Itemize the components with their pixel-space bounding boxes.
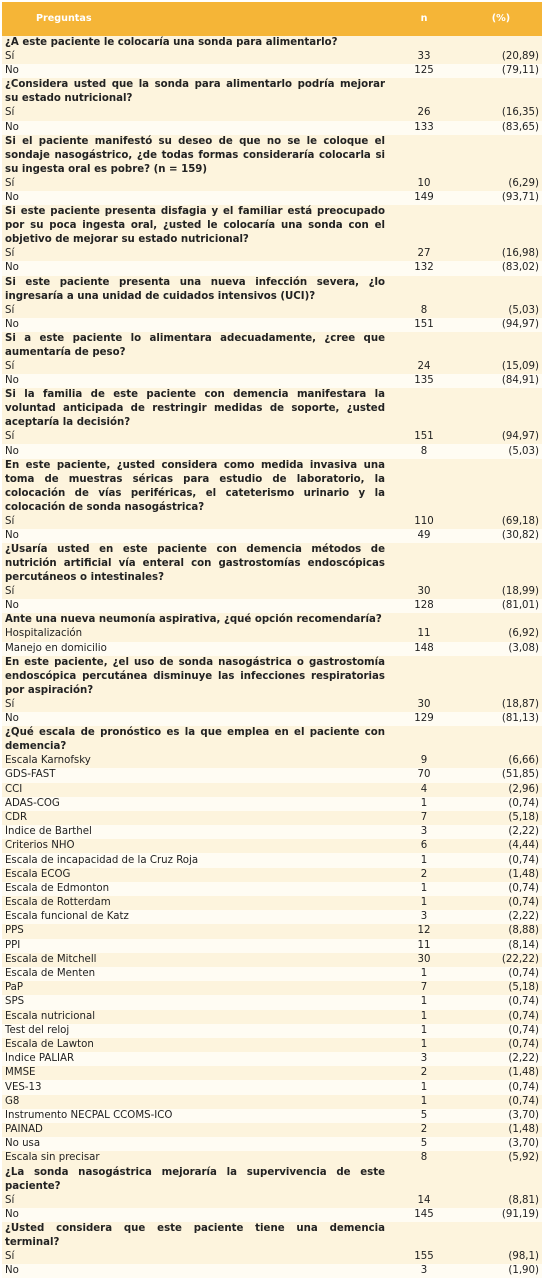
answer-percent: (81,13) [460,712,542,726]
answer-row [2,50,542,64]
answer-percent: (5,03) [460,304,542,318]
answer-row [2,839,542,853]
answer-count: 3 [388,1052,460,1066]
answer-label: No [2,374,388,388]
answer-count: 30 [388,953,460,967]
answer-label: Escala ECOG [2,868,388,882]
answer-label: No [2,191,388,205]
table-body [2,36,542,1278]
question-text: ¿Usaría usted en este paciente con demencia métodos de nutrición artificial vía enteral con gastrostomías endoscópicas percutáneos o intestinales? [2,543,388,585]
answer-row [2,754,542,768]
question-text: Ante una nueva neumonía aspirativa, ¿qué opción recomendaría? [2,613,388,627]
answer-percent: (2,22) [460,825,542,839]
question-empty-cell [460,656,542,698]
answer-percent: (5,92) [460,1151,542,1165]
answer-count: 151 [388,430,460,444]
answer-count: 149 [388,191,460,205]
question-empty-cell [388,543,460,585]
answer-percent: (84,91) [460,374,542,388]
answer-label: Escala funcional de Katz [2,910,388,924]
answer-count: 5 [388,1109,460,1123]
answer-row [2,515,542,529]
answer-row [2,1109,542,1123]
answer-percent: (18,87) [460,698,542,712]
question-empty-cell [388,726,460,754]
answer-percent: (5,03) [460,444,542,458]
question-row [2,388,542,430]
answer-percent: (22,22) [460,953,542,967]
answer-label: Escala de Menten [2,967,388,981]
answer-count: 1 [388,1038,460,1052]
answer-row [2,247,542,261]
question-empty-cell [460,726,542,754]
answer-percent: (91,19) [460,1208,542,1222]
question-row [2,332,542,360]
answer-label: Escala nutricional [2,1010,388,1024]
answer-count: 148 [388,642,460,656]
answer-row [2,910,542,924]
answer-percent: (6,66) [460,754,542,768]
answer-label: Escala Karnofsky [2,754,388,768]
answer-row [2,853,542,867]
question-row [2,78,542,106]
answer-percent: (20,89) [460,50,542,64]
question-empty-cell [388,36,460,50]
answer-count: 1 [388,1010,460,1024]
question-row [2,613,542,627]
answer-row [2,529,542,543]
answer-label: Instrumento NECPAL CCOMS-ICO [2,1109,388,1123]
answer-percent: (81,01) [460,599,542,613]
header-pct: (%) [460,2,542,36]
answer-percent: (8,81) [460,1194,542,1208]
answer-row [2,177,542,191]
answer-count: 1 [388,1080,460,1094]
header-preguntas: Preguntas [2,2,388,36]
question-text: ¿La sonda nasogástrica mejoraría la supervivencia de este paciente? [2,1166,388,1194]
answer-label: MMSE [2,1066,388,1080]
answer-label: Sí [2,698,388,712]
answer-row [2,121,542,135]
question-empty-cell [460,205,542,247]
question-empty-cell [388,1222,460,1250]
answer-count: 33 [388,50,460,64]
question-empty-cell [388,613,460,627]
answer-count: 110 [388,515,460,529]
answer-percent: (94,97) [460,318,542,332]
answer-count: 129 [388,712,460,726]
answer-label: Sí [2,304,388,318]
answer-label: No [2,529,388,543]
answer-label: No [2,64,388,78]
answer-percent: (83,65) [460,121,542,135]
answer-count: 5 [388,1137,460,1151]
answer-row [2,374,542,388]
answer-row [2,981,542,995]
answer-label: Manejo en domicilio [2,642,388,656]
answer-percent: (2,22) [460,1052,542,1066]
answer-label: PAINAD [2,1123,388,1137]
answer-row [2,1194,542,1208]
answer-row [2,627,542,641]
answer-row [2,261,542,275]
question-row [2,205,542,247]
answer-percent: (5,18) [460,811,542,825]
question-empty-cell [388,1166,460,1194]
answer-count: 14 [388,1194,460,1208]
question-row [2,1166,542,1194]
answer-percent: (8,14) [460,939,542,953]
answer-row [2,1264,542,1278]
question-text: Si la familia de este paciente con demencia manifestara la voluntad anticipada de restringir medidas de soporte, ¿usted aceptaría la decisión? [2,388,388,430]
question-row [2,135,542,177]
question-row [2,36,542,50]
answer-count: 2 [388,1066,460,1080]
answer-percent: (93,71) [460,191,542,205]
answer-count: 7 [388,811,460,825]
answer-row [2,896,542,910]
answer-count: 7 [388,981,460,995]
answer-percent: (0,74) [460,882,542,896]
answer-percent: (0,74) [460,995,542,1009]
answer-row [2,444,542,458]
answer-label: Test del reloj [2,1024,388,1038]
answer-label: Sí [2,360,388,374]
answer-percent: (16,35) [460,106,542,120]
answer-label: Escala de incapacidad de la Cruz Roja [2,853,388,867]
answer-label: G8 [2,1095,388,1109]
question-text: En este paciente, ¿usted considera como medida invasiva una toma de muestras séricas para estudio de laboratorio, la colocación de vías periféricas, el cateterismo urinario y la colocación de sonda nasogástrica? [2,459,388,515]
answer-row [2,967,542,981]
question-empty-cell [388,656,460,698]
answer-percent: (1,48) [460,1066,542,1080]
question-row [2,656,542,698]
answer-percent: (2,96) [460,783,542,797]
answer-percent: (1,90) [460,1264,542,1278]
answer-percent: (0,74) [460,797,542,811]
answer-percent: (30,82) [460,529,542,543]
answer-label: Escala de Mitchell [2,953,388,967]
answer-count: 24 [388,360,460,374]
answer-row [2,882,542,896]
answer-row [2,599,542,613]
question-text: Si este paciente presenta disfagia y el familiar está preocupado por su poca ingesta oral, ¿usted le colocaría una sonda con el objetivo de mejorar su estado nutricional? [2,205,388,247]
answer-percent: (0,74) [460,853,542,867]
answer-count: 2 [388,868,460,882]
answer-row [2,1095,542,1109]
answer-percent: (69,18) [460,515,542,529]
answer-percent: (5,18) [460,981,542,995]
question-text: Si el paciente manifestó su deseo de que no se le coloque el sondaje nasogástrico, ¿de todas formas consideraría colocarla si su ingesta oral es pobre? (n = 159) [2,135,388,177]
answer-count: 1 [388,1095,460,1109]
answer-count: 1 [388,882,460,896]
answer-row [2,953,542,967]
answer-row [2,304,542,318]
question-empty-cell [460,276,542,304]
answer-row [2,1024,542,1038]
answer-row [2,1151,542,1165]
question-empty-cell [388,205,460,247]
answer-label: Escala de Lawton [2,1038,388,1052]
question-text: ¿Usted considera que este paciente tiene una demencia terminal? [2,1222,388,1250]
answer-label: Sí [2,430,388,444]
question-empty-cell [460,78,542,106]
answer-count: 1 [388,896,460,910]
answer-row [2,318,542,332]
question-empty-cell [460,36,542,50]
answer-row [2,1052,542,1066]
question-row [2,276,542,304]
answer-label: No [2,121,388,135]
answer-count: 1 [388,1024,460,1038]
answer-percent: (3,70) [460,1137,542,1151]
answer-label: Sí [2,1194,388,1208]
answer-label: No usa [2,1137,388,1151]
answer-percent: (4,44) [460,839,542,853]
answer-row [2,430,542,444]
answer-count: 6 [388,839,460,853]
question-empty-cell [460,1166,542,1194]
question-text: ¿Considera usted que la sonda para alimentarlo podría mejorar su estado nutricional? [2,78,388,106]
question-empty-cell [460,613,542,627]
answer-count: 132 [388,261,460,275]
answer-label: Sí [2,247,388,261]
question-empty-cell [388,388,460,430]
answer-label: Índice PALIAR [2,1052,388,1066]
answer-count: 128 [388,599,460,613]
answer-label: Escala sin precisar [2,1151,388,1165]
question-empty-cell [460,332,542,360]
answer-count: 8 [388,444,460,458]
answer-row [2,868,542,882]
answer-row [2,1123,542,1137]
answer-label: Índice de Barthel [2,825,388,839]
answer-count: 70 [388,768,460,782]
answer-row [2,924,542,938]
question-empty-cell [460,1222,542,1250]
answer-label: CCI [2,783,388,797]
answer-percent: (16,98) [460,247,542,261]
answer-percent: (6,29) [460,177,542,191]
answer-percent: (1,48) [460,1123,542,1137]
question-row [2,459,542,515]
question-empty-cell [460,388,542,430]
answer-count: 26 [388,106,460,120]
answer-percent: (8,88) [460,924,542,938]
answer-count: 11 [388,627,460,641]
answer-count: 12 [388,924,460,938]
answer-row [2,1038,542,1052]
answer-count: 49 [388,529,460,543]
question-row [2,726,542,754]
answer-label: No [2,712,388,726]
answer-label: ADAS-COG [2,797,388,811]
answer-count: 11 [388,939,460,953]
question-text: Si este paciente presenta una nueva infección severa, ¿lo ingresaría a una unidad de cuidados intensivos (UCI)? [2,276,388,304]
answer-count: 145 [388,1208,460,1222]
answer-percent: (2,22) [460,910,542,924]
answer-label: Hospitalización [2,627,388,641]
question-text: ¿A este paciente le colocaría una sonda para alimentarlo? [2,36,388,50]
answer-label: PPS [2,924,388,938]
answer-row [2,191,542,205]
answer-label: PPI [2,939,388,953]
answer-percent: (15,09) [460,360,542,374]
question-row [2,1222,542,1250]
answer-label: SPS [2,995,388,1009]
header-n: n [388,2,460,36]
answer-count: 1 [388,797,460,811]
answer-row [2,811,542,825]
answer-percent: (0,74) [460,1038,542,1052]
answer-count: 3 [388,1264,460,1278]
answer-label: No [2,318,388,332]
answer-count: 1 [388,967,460,981]
answer-percent: (3,08) [460,642,542,656]
answer-label: No [2,1208,388,1222]
answer-row [2,585,542,599]
answer-percent: (98,1) [460,1250,542,1264]
answer-count: 8 [388,304,460,318]
answer-row [2,1080,542,1094]
answer-row [2,64,542,78]
answer-label: Sí [2,1250,388,1264]
answer-percent: (3,70) [460,1109,542,1123]
question-empty-cell [388,332,460,360]
question-text: ¿Qué escala de pronóstico es la que emplea en el paciente con demencia? [2,726,388,754]
question-row [2,543,542,585]
answer-label: Escala de Rotterdam [2,896,388,910]
answer-count: 125 [388,64,460,78]
answer-label: No [2,444,388,458]
answer-count: 27 [388,247,460,261]
answer-row [2,1010,542,1024]
answer-percent: (6,92) [460,627,542,641]
answer-percent: (94,97) [460,430,542,444]
answer-count: 30 [388,698,460,712]
answer-label: Sí [2,515,388,529]
answer-percent: (51,85) [460,768,542,782]
answer-percent: (0,74) [460,967,542,981]
answer-row [2,106,542,120]
answer-label: GDS-FAST [2,768,388,782]
question-text: En este paciente, ¿el uso de sonda nasogástrica o gastrostomía endoscópica percutánea disminuye las infecciones respiratorias por aspiración? [2,656,388,698]
answer-row [2,1066,542,1080]
answer-row [2,768,542,782]
answer-count: 151 [388,318,460,332]
answer-row [2,783,542,797]
answer-label: Escala de Edmonton [2,882,388,896]
answer-label: Sí [2,50,388,64]
answer-percent: (0,74) [460,896,542,910]
answer-count: 135 [388,374,460,388]
answer-percent: (83,02) [460,261,542,275]
answer-label: Sí [2,106,388,120]
answer-count: 4 [388,783,460,797]
answer-row [2,642,542,656]
answer-count: 1 [388,853,460,867]
answer-count: 155 [388,1250,460,1264]
answer-row [2,1208,542,1222]
answer-row [2,360,542,374]
question-empty-cell [388,135,460,177]
answer-label: No [2,1264,388,1278]
answer-percent: (1,48) [460,868,542,882]
answer-percent: (18,99) [460,585,542,599]
question-empty-cell [460,459,542,515]
question-text: Si a este paciente lo alimentara adecuadamente, ¿cree que aumentaría de peso? [2,332,388,360]
answer-row [2,825,542,839]
answer-label: Sí [2,177,388,191]
question-empty-cell [388,459,460,515]
answer-count: 9 [388,754,460,768]
answer-row [2,712,542,726]
answer-percent: (0,74) [460,1080,542,1094]
header-row [2,2,542,36]
answer-label: CDR [2,811,388,825]
answer-percent: (0,74) [460,1024,542,1038]
answer-row [2,698,542,712]
answer-count: 3 [388,910,460,924]
answer-count: 10 [388,177,460,191]
answer-row [2,1250,542,1264]
question-empty-cell [388,276,460,304]
answer-row [2,1137,542,1151]
answer-label: No [2,599,388,613]
answer-row [2,939,542,953]
answer-count: 133 [388,121,460,135]
question-empty-cell [460,543,542,585]
answer-row [2,995,542,1009]
answer-label: Sí [2,585,388,599]
survey-table [2,2,542,1278]
answer-percent: (0,74) [460,1095,542,1109]
answer-count: 30 [388,585,460,599]
answer-count: 8 [388,1151,460,1165]
answer-count: 1 [388,995,460,1009]
table-header [2,2,542,36]
answer-label: VES-13 [2,1080,388,1094]
answer-label: PaP [2,981,388,995]
answer-label: No [2,261,388,275]
answer-label: Criterios NHO [2,839,388,853]
question-empty-cell [388,78,460,106]
question-empty-cell [460,135,542,177]
answer-count: 2 [388,1123,460,1137]
answer-count: 3 [388,825,460,839]
answer-percent: (79,11) [460,64,542,78]
answer-percent: (0,74) [460,1010,542,1024]
answer-row [2,797,542,811]
